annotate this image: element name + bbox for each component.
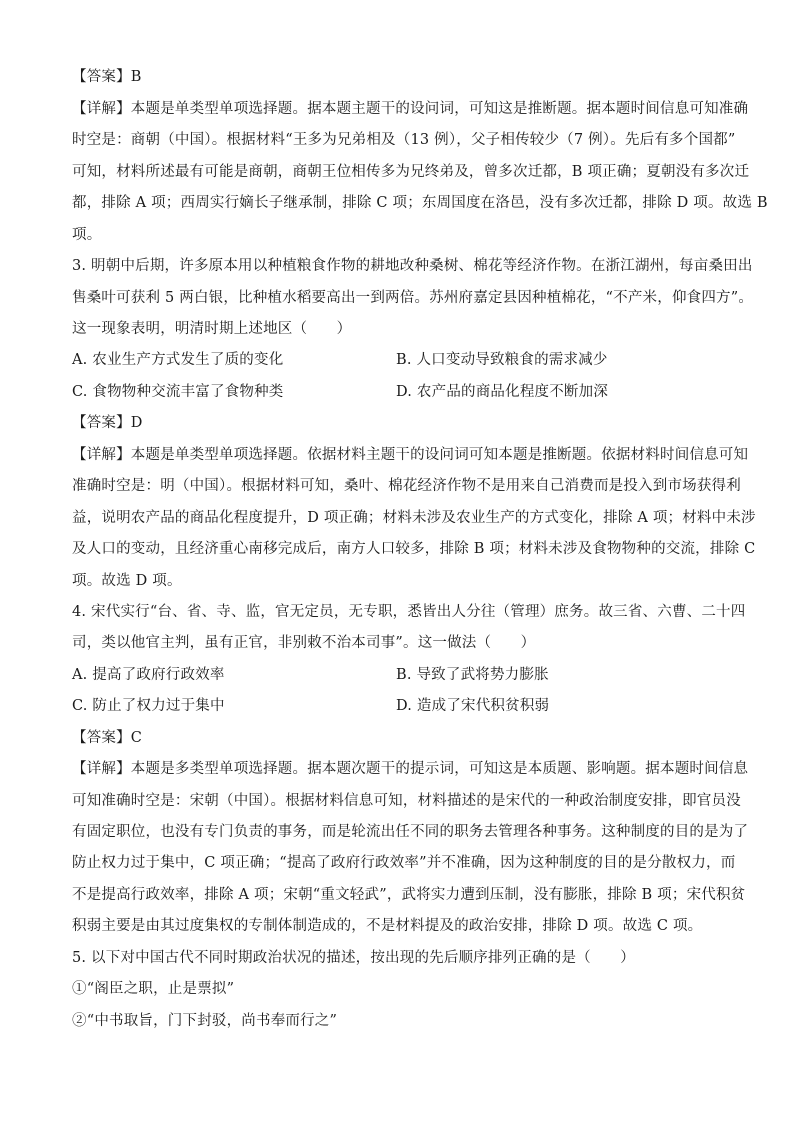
explanation-line: 【详解】本题是多类型单项选择题。据本题次题干的提示词，可知这是本质题、影响题。据本题时间信息: [72, 761, 749, 777]
explanation-line: 项。故选 D 项。: [72, 573, 182, 589]
answer-line-q4: 【答案】C: [72, 730, 143, 746]
question-3-stem: 3. 明朝中后期，许多原本用以种植粮食作物的耕地改种桑树、棉花等经济作物。在浙江湖州，每亩桑田出: [72, 258, 753, 274]
explanation-line: 时空是：商朝（中国）。根据材料“王多为兄弟相及（13 例），父子相传较少（7 例）。先后有多个国都”: [72, 132, 736, 148]
question-5-stem: 5. 以下对中国古代不同时期政治状况的描述，按出现的先后顺序排列正确的是（ ）: [72, 950, 635, 966]
explanation-line: 益，说明农产品的商品化程度提升，D 项正确；材料未涉及农业生产的方式变化，排除 A 项；材料中未涉: [72, 510, 756, 526]
option-c: C. 食物物种交流丰富了食物种类: [72, 384, 284, 400]
question-3-stem: 售桑叶可获利 5 两白银，比种植水稻要高出一到两倍。苏州府嘉定县因种植棉花，“不产米，仰食四方”。: [72, 290, 754, 306]
explanation-line: 防止权力过于集中，C 项正确；“提高了政府行政效率”并不准确，因为这种制度的目的是分散权力，而: [72, 855, 736, 871]
question-4-stem: 司，类以他官主判，虽有正官，非别敕不治本司事”。这一做法（ ）: [72, 635, 536, 651]
option-b: B. 导致了武将势力膨胀: [396, 667, 549, 683]
explanation-line: 项。: [72, 227, 102, 243]
explanation-line: 积弱主要是由其过度集权的专制体制造成的，不是材料提及的政治安排，排除 D 项。故选 C 项。: [72, 918, 703, 934]
explanation-line: 可知准确时空是：宋朝（中国）。根据材料信息可知，材料描述的是宋代的一种政治制度安排，即官员没: [72, 793, 741, 809]
answer-line-q2: 【答案】B: [72, 69, 142, 85]
explanation-line: 【详解】本题是单类型单项选择题。据本题主题干的设问词，可知这是推断题。据本题时间信息可知准确: [72, 101, 749, 117]
explanation-line: 【详解】本题是单类型单项选择题。依据材料主题干的设问词可知本题是推断题。依据材料时间信息可知: [72, 447, 749, 463]
option-d: D. 造成了宋代积贫积弱: [396, 698, 550, 714]
answer-line-q3: 【答案】D: [72, 415, 143, 431]
explanation-line: 有固定职位，也没有专门负责的事务，而是轮流出任不同的职务去管理各种事务。这种制度的目的是为了: [72, 824, 749, 840]
explanation-line: 不是提高行政效率，排除 A 项；宋朝“重文轻武”，武将实力遭到压制，没有膨胀，排除 B 项；宋代积贫: [72, 887, 746, 903]
question-3-stem: 这一现象表明，明清时期上述地区（ ）: [72, 321, 352, 337]
option-c: C. 防止了权力过于集中: [72, 698, 225, 714]
explanation-line: 可知，材料所述最有可能是商朝，商朝王位相传多为兄终弟及，曾多次迁都，B 项正确；夏朝没有多次迁: [72, 164, 750, 180]
explanation-line: 及人口的变动，且经济重心南移完成后，南方人口较多，排除 B 项；材料未涉及食物物种的交流，排除 C: [72, 541, 756, 557]
option-a: A. 农业生产方式发生了质的变化: [72, 352, 284, 368]
option-d: D. 农产品的商品化程度不断加深: [396, 384, 609, 400]
question-4-stem: 4. 宋代实行“台、省、寺、监，官无定员，无专职，悉皆出人分往（管理）庶务。故三省、六曹、二十四: [72, 604, 746, 620]
option-a: A. 提高了政府行政效率: [72, 667, 225, 683]
question-5-item-1: ①“阁臣之职，止是票拟”: [72, 981, 235, 997]
option-b: B. 人口变动导致粮食的需求减少: [396, 352, 608, 368]
explanation-line: 准确时空是：明（中国）。根据材料可知，桑叶、棉花经济作物不是用来自己消费而是投入到市场获得利: [72, 478, 741, 494]
explanation-line: 都，排除 A 项；西周实行嫡长子继承制，排除 C 项；东周国度在洛邑，没有多次迁都，排除 D 项。故选 B: [72, 195, 768, 211]
question-5-item-2: ②“中书取旨，门下封驳，尚书奉而行之”: [72, 1013, 338, 1029]
